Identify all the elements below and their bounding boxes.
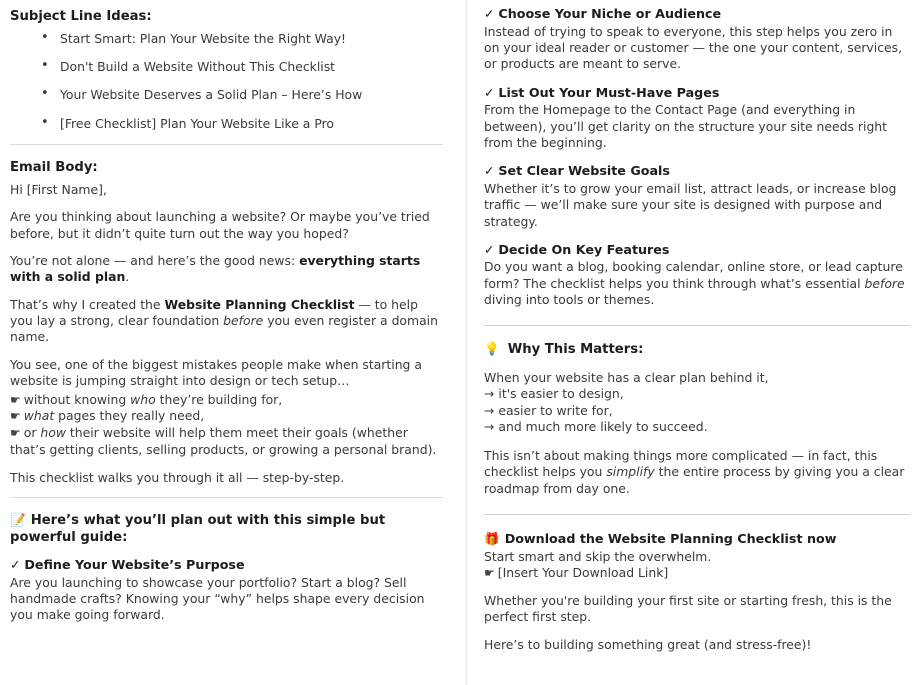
email-body-title: Email Body: xyxy=(10,159,98,175)
paragraph-3-bold: Website Planning Checklist xyxy=(164,296,355,312)
pointer-list xyxy=(10,392,443,459)
checklist-entry-title-text: Set Clear Website Goals xyxy=(498,163,670,179)
guide-heading xyxy=(10,512,443,546)
checklist-entry-title xyxy=(484,163,910,180)
email-paragraph-1: Are you thinking about launching a website? Or maybe you’ve tried before, but it didn’t quite turn out the way you hoped? xyxy=(10,209,430,241)
check-icon: ✓ xyxy=(484,6,495,21)
subject-line-list xyxy=(10,31,443,132)
why-intro-line: When your website has a clear plan behind it, xyxy=(484,369,769,385)
checklist-entry-body: From the Homepage to the Contact Page (and everything in between), you’ll get clarity on the structure your site needs right from the beginning. xyxy=(484,102,888,150)
why-arrow-text: and much more likely to succeed. xyxy=(498,419,708,435)
divider xyxy=(484,325,910,326)
guide-section xyxy=(10,512,443,624)
pointer-post: they’re building for, xyxy=(155,391,283,407)
subject-idea-text: Don't Build a Website Without This Checklist xyxy=(60,59,336,75)
pointer-line xyxy=(10,392,443,409)
why-arrow-text: it's easier to design, xyxy=(498,386,624,402)
list-item xyxy=(10,59,443,75)
divider xyxy=(10,144,443,145)
why-closing-lead: This isn’t about making things more complicated — in fact, this checklist helps you xyxy=(484,448,878,480)
divider xyxy=(484,514,910,515)
why-this-matters-title-text: Why This Matters: xyxy=(507,341,644,357)
paragraph-3-italic: before xyxy=(223,313,264,329)
gift-icon: 🎁 xyxy=(484,531,500,547)
why-arrow-line xyxy=(484,419,910,436)
key-features-tail: diving into tools or themes. xyxy=(484,292,655,308)
checklist-entry-title xyxy=(484,85,910,102)
checklist-entry-title-text: Define Your Website’s Purpose xyxy=(24,557,245,573)
right-arrow-icon: → xyxy=(484,419,495,435)
email-body-section xyxy=(10,159,443,486)
download-title-text: Download the Website Planning Checklist now xyxy=(504,531,837,547)
key-features-lead: Do you want a blog, booking calendar, online store, or lead capture form? The checklist helps you think through what’s essential xyxy=(484,259,903,291)
document-pencil-icon: 📝 xyxy=(10,511,26,527)
email-greeting: Hi [First Name], xyxy=(10,181,107,197)
pointer-post: pages they really need, xyxy=(54,408,205,424)
why-arrow-line xyxy=(484,403,910,420)
check-icon: ✓ xyxy=(10,557,21,573)
pointing-hand-icon: ☛ xyxy=(484,566,495,581)
checklist-entry-title-text: List Out Your Must-Have Pages xyxy=(498,84,720,100)
list-item xyxy=(10,116,443,132)
pointing-hand-icon: ☛ xyxy=(10,426,21,441)
checklist-entry-title xyxy=(10,557,443,574)
why-arrow-text: easier to write for, xyxy=(498,402,613,418)
subject-line-ideas-title: Subject Line Ideas: xyxy=(10,9,152,24)
checklist-entry xyxy=(484,85,910,152)
why-closing-paragraph xyxy=(484,448,910,497)
checklist-entry xyxy=(484,6,910,73)
list-item xyxy=(10,87,443,103)
pointer-italic: who xyxy=(130,391,156,407)
checklist-entry-title xyxy=(484,6,910,23)
download-paragraph-2: Here’s to building something great (and stress-free)! xyxy=(484,636,812,652)
checklist-entry xyxy=(484,242,910,309)
right-column xyxy=(468,0,924,685)
subject-idea-text: [Free Checklist] Plan Your Website Like a Pro xyxy=(60,115,335,131)
lightbulb-icon: 💡 xyxy=(484,340,500,356)
list-item xyxy=(10,31,443,47)
email-paragraph-4: You see, one of the biggest mistakes people make when starting a website is jumping straight into design or tech setup… xyxy=(10,356,422,389)
why-arrow-line xyxy=(484,386,910,403)
why-this-matters-title xyxy=(484,341,910,358)
why-closing-italic: simplify xyxy=(606,464,655,480)
checklist-entry-body: Instead of trying to speak to everyone, this step helps you zero in on your ideal reader or customer — the one your content, services, or products are meant to serve. xyxy=(484,23,903,72)
checklist-entry-body: Are you launching to showcase your portfolio? Start a blog? Sell handmade crafts? Knowing your “why” helps shape every decision you make going forward. xyxy=(10,574,425,623)
checklist-entry xyxy=(10,557,443,624)
right-arrow-icon: → xyxy=(484,386,495,402)
download-link-text[interactable]: [Insert Your Download Link] xyxy=(497,565,669,581)
pointer-pre: without knowing xyxy=(23,391,131,407)
paragraph-3-mid: — to help you lay a strong, clear foundation xyxy=(10,296,418,329)
pointer-italic: how xyxy=(40,425,66,441)
check-icon: ✓ xyxy=(484,163,495,179)
checklist-entry-body: Whether it’s to grow your email list, attract leads, or increase blog traffic — we’ll make sure your site is designed with purpose and strategy. xyxy=(484,180,897,229)
email-paragraph-3 xyxy=(10,297,443,346)
pointer-line xyxy=(10,425,443,458)
paragraph-2-bold: everything starts with a solid plan xyxy=(10,252,421,285)
right-arrow-icon: → xyxy=(484,402,495,418)
paragraph-2-tail: . xyxy=(125,269,130,285)
why-reasons-list xyxy=(484,370,910,436)
download-link-line[interactable] xyxy=(484,565,910,582)
pointer-line xyxy=(10,408,443,425)
checklist-entry-title-text: Decide On Key Features xyxy=(498,241,670,257)
checklist-entry-title xyxy=(484,242,910,259)
key-features-italic: before xyxy=(864,275,905,291)
subject-line-ideas-section xyxy=(10,8,443,132)
pointer-post: their website will help them meet their goals (whether that’s getting clients, selling products, or growing a personal brand). xyxy=(10,425,437,457)
divider xyxy=(10,497,443,498)
pointing-hand-icon: ☛ xyxy=(10,409,21,424)
email-paragraph-5: This checklist walks you through it all — step-by-step. xyxy=(10,469,345,485)
checklist-entry-body xyxy=(484,259,910,308)
guide-heading-text: Here’s what you’ll plan out with this simple but powerful guide: xyxy=(10,512,386,546)
subject-idea-text: Start Smart: Plan Your Website the Right Way! xyxy=(60,31,347,47)
pointing-hand-icon: ☛ xyxy=(10,392,21,407)
pointer-italic: what xyxy=(23,408,55,424)
checklist-entry xyxy=(484,163,910,230)
why-closing-tail: the entire process by giving you a clear roadmap from day one. xyxy=(484,464,905,496)
checklist-entry-title-text: Choose Your Niche or Audience xyxy=(498,6,722,21)
email-paragraph-2 xyxy=(10,253,443,286)
download-section xyxy=(484,531,910,653)
check-icon: ✓ xyxy=(484,84,495,100)
paragraph-3-lead: That’s why I created the xyxy=(10,296,165,312)
check-icon: ✓ xyxy=(484,241,495,257)
subject-idea-text: Your Website Deserves a Solid Plan – Here’s How xyxy=(60,87,363,103)
pointer-pre: or xyxy=(23,425,41,441)
paragraph-2-lead: You’re not alone — and here’s the good news: xyxy=(10,252,300,268)
why-this-matters-section xyxy=(484,341,910,498)
download-subtitle: Start smart and skip the overwhelm. xyxy=(484,548,712,564)
download-paragraph-1: Whether you're building your first site or starting fresh, this is the perfect first step. xyxy=(484,592,892,625)
paragraph-3-tail: you even register a domain name. xyxy=(10,313,438,345)
download-title xyxy=(484,531,910,548)
